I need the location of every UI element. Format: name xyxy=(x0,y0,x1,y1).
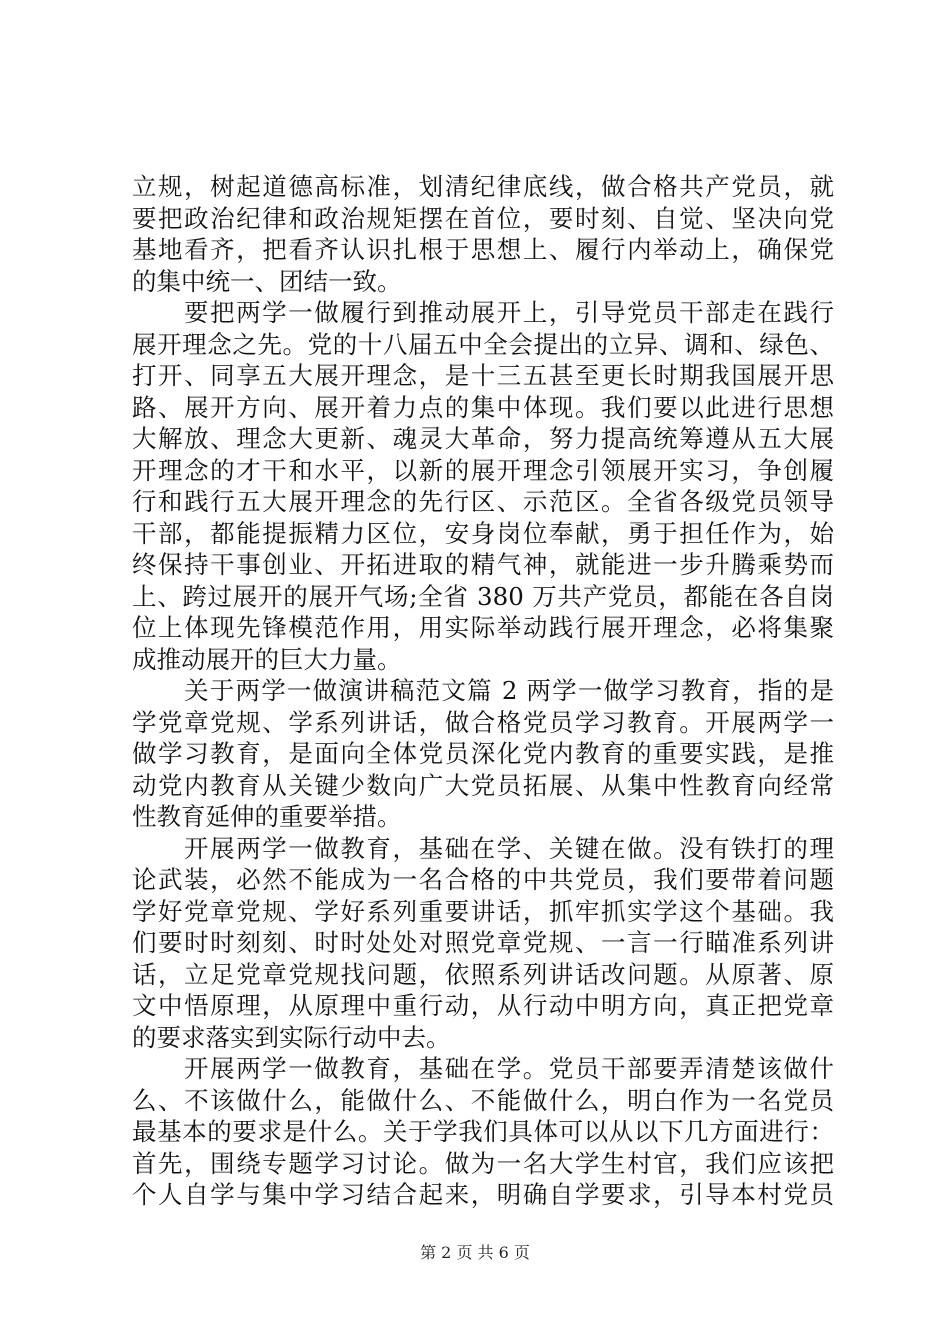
text-line: 最基本的要求是什么。关于学我们具体可以从以下几方面进行： xyxy=(132,1117,834,1146)
text-line: 要把政治纪律和政治规矩摆在首位，要时刻、自觉、坚决向党 xyxy=(132,203,834,233)
text-line: 开展两学一做教育，基础在学、关键在做。没有铁打的理 xyxy=(184,833,834,863)
text-line: 展开理念之先。党的十八届五中全会提出的立异、调和、绿色、 xyxy=(132,329,834,359)
text-line: 做学习教育，是面向全体党员深化党内教育的重要实践，是推 xyxy=(132,739,834,768)
text-line: 动党内教育从关键少数向广大党员拓展、从集中性教育向经常 xyxy=(132,770,834,800)
text-line: 要把两学一做履行到推动展开上，引导党员干部走在践行 xyxy=(184,298,834,327)
text-line: 打开、同享五大展开理念，是十三五甚至更长时期我国展开思 xyxy=(132,361,834,390)
text-line: 行和践行五大展开理念的先行区、示范区。全省各级党员领导 xyxy=(132,487,834,516)
text-line: 的要求落实到实际行动中去。 xyxy=(132,1022,451,1052)
text-line: 的集中统一、团结一致。 xyxy=(132,266,402,296)
text-line: 大解放、理念大更新、魂灵大革命，努力提高统筹遵从五大展 xyxy=(132,424,834,453)
text-line: 首先，围绕专题学习讨论。做为一名大学生村官，我们应该把 xyxy=(132,1148,834,1178)
text-line: 们要时时刻刻、时时处处对照党章党规、一言一行瞄准系列讲 xyxy=(132,928,834,957)
text-line: 上、跨过展开的展开气场;全省 380 万共产党员，都能在各自岗 xyxy=(132,581,834,611)
text-line: 干部，都能提振精力区位，安身岗位奉献，勇于担任作为，始 xyxy=(132,518,834,548)
text-line: 成推动展开的巨大力量。 xyxy=(132,644,402,674)
text-line: 位上体现先锋模范作用，用实际举动践行展开理念，必将集聚 xyxy=(132,613,834,642)
text-line: 文中悟原理，从原理中重行动，从行动中明方向，真正把党章 xyxy=(132,991,834,1020)
text-line: 开理念的才干和水平，以新的展开理念引领展开实习，争创履 xyxy=(132,455,834,485)
text-line: 论武装，必然不能成为一名合格的中共党员，我们要带着问题 xyxy=(132,865,834,894)
document-body xyxy=(132,171,834,1211)
paragraph-3 xyxy=(132,675,834,833)
paragraph-4 xyxy=(132,833,834,1054)
text-line: 话，立足党章党规找问题，依照系列讲话改问题。从原著、原 xyxy=(132,959,834,989)
text-line: 立规，树起道德高标准，划清纪律底线，做合格共产党员，就 xyxy=(132,172,834,201)
paragraph-1 xyxy=(132,171,834,297)
text-line: 基地看齐，把看齐认识扎根于思想上、履行内举动上，确保党 xyxy=(132,235,834,264)
text-line: 个人自学与集中学习结合起来，明确自学要求，引导本村党员 xyxy=(132,1180,834,1209)
paragraph-2 xyxy=(132,297,834,675)
text-line: 性教育延伸的重要举措。 xyxy=(132,802,402,831)
paragraph-5 xyxy=(132,1053,834,1211)
text-line: 路、展开方向、展开着力点的集中体现。我们要以此进行思想 xyxy=(132,392,834,422)
text-line: 终保持干事创业、开拓进取的精气神，就能进一步升腾乘势而 xyxy=(132,550,834,579)
text-line: 关于两学一做演讲稿范文篇 2 两学一做学习教育，指的是 xyxy=(184,676,834,705)
text-line: 学党章党规、学系列讲话，做合格党员学习教育。开展两学一 xyxy=(132,707,834,737)
text-line: 学好党章党规、学好系列重要讲话，抓牢抓实学这个基础。我 xyxy=(132,896,834,926)
text-line: 开展两学一做教育，基础在学。党员干部要弄清楚该做什 xyxy=(184,1054,834,1083)
page-number-footer: 第 2 页 共 6 页 xyxy=(420,1243,530,1262)
text-line: 么、不该做什么，能做什么、不能做什么，明白作为一名党员 xyxy=(132,1085,834,1115)
